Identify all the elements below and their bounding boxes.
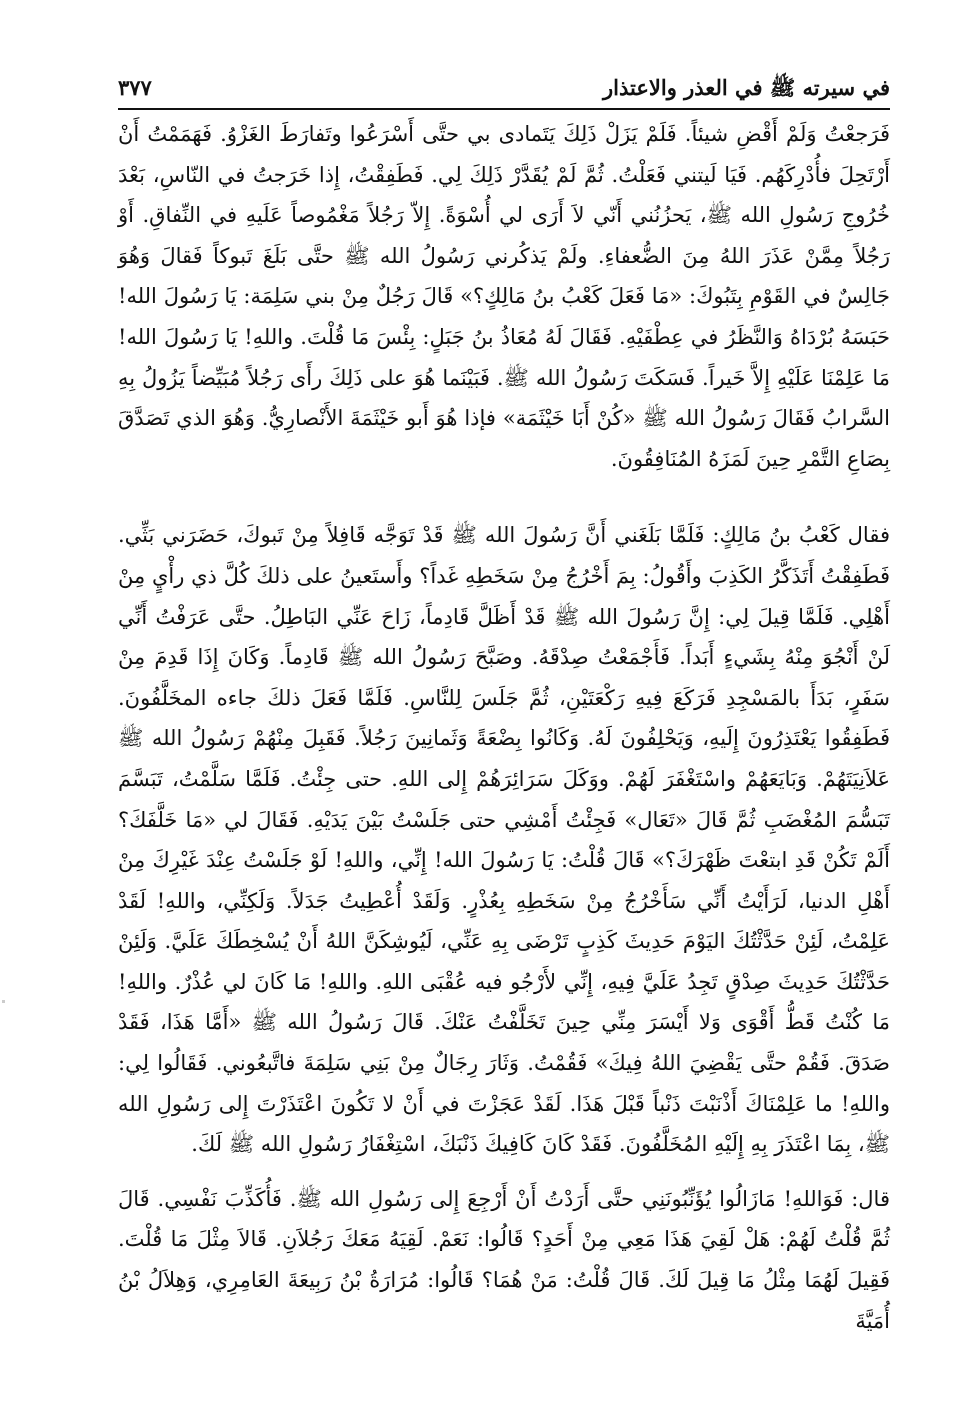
book-page <box>118 70 890 1341</box>
chapter-title: في سيرته ﷺ في العذر والاعتذار <box>603 75 890 100</box>
page-number: ٣٧٧ <box>118 75 152 100</box>
paragraph: فقال كَعْبُ بنُ مَالِكٍ: فَلَمَّا بَلَغَني أَنَّ رَسُولَ الله ﷺ قَدْ تَوَجَّه قَافِلاً مِنْ تَبوكَ، حَضَرَني بَثِّي. فَطَفِقْتُ أَتَذَكَّرُ الكَذِبَ وأَقُولُ: بِمَ أَخْرُجُ مِنْ سَخَطِهِ غَداً؟ وأَستَعينُ على ذلكَ كُلَّ ذي رأْيٍ مِنْ أَهْلِي. فَلَمَّا قِيلَ لِي: إِنَّ رَسُولَ الله ﷺ قَدْ أَظَلَّ قَادِماً، زَاحَ عَنِّي البَاطِلُ. حتَّى عَرَفْتُ أَنِّي لَنْ أَنْجُوَ مِنْهُ بِشَيءٍ أَبَداً. فَأَجْمَعْتُ صِدْقَهُ. وصَبَّحَ رَسُولُ الله ﷺ قَادِماً. وَكَانَ إِذَا قَدِمَ مِنْ سَفَرٍ، بَدَأَ بالمَسْجِدِ فَرَكَعَ فِيهِ رَكْعَتَيْنِ، ثُمَّ جَلَسَ لِلنَّاسِ. فَلَمَّا فَعَلَ ذلكَ جاءه المخَلَّفُونَ. فَطَفِقُوا يَعْتَذِرُونَ إِلَيهِ، وَيَحْلِفُونَ لَهُ. وَكَانُوا بِضْعَةً وَثَمانِينَ رَجُلاً. فَقَبِلَ مِنْهُمْ رَسُولُ الله ﷺ عَلاَنِيَتَهُمْ. وَبَايَعَهُمْ واسْتَغْفَرَ لَهُمْ. ووَكَلَ سَرَائِرَهُمْ إِلى اللهِ. حتى جِئْتُ. فَلَمَّا سَلَّمْتُ، تَبَسَّمَ تَبَسُّمَ المُغْضَبِ ثُمَّ قَالَ «تَعَال» فَجِئْتُ أَمْشِي حتى جَلَسْتُ بَيْنَ يَدَيْهِ. فَقَالَ لي «مَا خَلَّفَكَ؟ أَلَمْ تَكُنْ قَدِ ابتعْتَ ظَهْرَكَ؟» قَالَ قُلْتُ: يَا رَسُولَ الله! إِنِّي، واللهِ! لَوْ جَلَسْتُ عِنْدَ غَيْرِكَ مِنْ أَهْلِ الدنيا، لَرَأَيْتُ أَنِّي سَأَخْرُجُ مِنْ سَخَطِهِ بِعُذْرٍ. وَلَقَدْ أُعْطِيتُ جَدَلاً. وَلَكِنِّي، واللهِ! لَقَدْ عَلِمْتُ، لَئِنْ حَدَّثْتُكَ اليَوْمَ حَدِيثَ كَذِبٍ تَرْضَى بِهِ عَنِّي، لَيُوشِكَنَّ اللهُ أَنْ يُسْخِطَكَ عَلَيَّ. وَلَئِنْ حَدَّثْتُكَ حَدِيثَ صِدْقٍ تَجِدُ عَلَيَّ فِيهِ، إِنِّي لأَرْجُو فيه عُقْبَى اللهِ. واللهِ! مَا كَانَ لي عُذْرٌ. واللهِ! مَا كُنْتُ قَطُّ أَقْوَى وَلا أَيْسَرَ مِنِّي حِينَ تَخَلَّفْتُ عَنْكَ. قَالَ رَسُولُ الله ﷺ «أَمَّا هَذَا، فَقَدْ صَدَقَ. فَقُمْ حتَّى يَقْضِيَ اللهُ فِيكَ» فَقُمْتُ. وَثَارَ رِجَالٌ مِنْ بَنِي سَلِمَةَ فاتَّبعُوني. فَقَالُوا لِي: واللهِ! ما عَلِمْنَاكَ أَذْنَبْتَ ذَنْباً قَبْلَ هَذَا. لَقَدْ عَجَزْتَ في أَنْ لا تَكُونَ اعْتَذَرْتَ إِلى رَسُولِ الله ﷺ، بِمَا اعْتَذَرَ بِهِ إِلَيْهِ المُخَلَّفُونَ. فَقَدْ كَانَ كَافِيكَ ذَنْبَكَ، اسْتِغْفَارُ رَسُولِ الله ﷺ لَكَ. <box>118 523 890 1157</box>
header-rule <box>118 108 890 110</box>
paragraph: قال: فَوَاللهِ! مَازَالُوا يُؤَنِّبُونَنِي حتَّى أَرَدْتُ أَنْ أَرْجِعَ إِلى رَسُولِ الله ﷺ. فَأُكَذِّبَ نَفْسِي. قَالَ ثُمَّ قُلْتُ لَهُمْ: هَلْ لَقِيَ هَذَا مَعِي مِنْ أَحَدٍ؟ قَالُوا: نَعَمْ. لَقِيَهُ مَعَكَ رَجُلاَنِ. قَالاَ مِثْلَ مَا قُلْتَ. فَقِيلَ لَهُمَا مِثْلُ مَا قِيلَ لَكَ. قَالَ قُلْتُ: مَنْ هُمَا؟ قَالُوا: مُرَارَةُ بْنُ رَبِيعَةَ العَامِرِي، وَهِلاَلُ بْنُ أُمَيَّةَ <box>118 1186 890 1333</box>
paragraph: فَرَجعْتُ وَلَمْ أَقْضِ شيئاً. فَلَمْ يَزَلْ ذَلِكَ يَتَمادى بي حتَّى أَسْرَعُوا وتَفارَطَ الغَزْوُ. فَهَمَمْتُ أَنْ أَرْتَحِلَ فأُدْرِكَهُم. فَيَا لَيتني فَعَلْتُ. ثُمَّ لَمْ يُقَدَّرْ ذَلِكَ لِي. فَطَفِقْتُ، إِذا خَرَجتُ في النّاسِ، بَعْدَ خُرُوجِ رَسُولِ الله ﷺ، يَحزُنُني أَنّي لاَ أَرَى لي أُسْوَةً. إِلاّ رَجُلاً مَغْمُوصاً عَلَيهِ في النِّفاقِ. أَوْ رَجُلاً مِمَّنْ عَذَرَ اللهُ مِنَ الضُّعفاءِ. ولَمْ يَذكُرني رَسُولُ الله ﷺ حتَّى بَلَغَ تَبوكاً فَقالَ وَهُوَ جَالِسٌ في القَوْمِ بِتَبُوكَ: «مَا فَعَلَ كَعْبُ بنُ مَالِكٍ؟» قَالَ رَجُلٌ مِنْ بني سَلِمَة: يَا رَسُولَ الله! حَبَسَهُ بُرْدَاهُ وَالنَّظَرُ في عِطْفَيْهِ. فَقَالَ لَهُ مُعَاذُ بنُ جَبَلٍ: بِئْسَ مَا قُلْتَ. واللهِ! يَا رَسُولَ الله! مَا عَلِمْنَا عَلَيْهِ إِلاَّ خَيراً. فَسَكَتَ رَسُولُ الله ﷺ. فَبَيْنَما هُوَ على ذَلِكَ رأَى رَجُلاً مُبَيِّضاً يَزُولُ بِهِ السَّرابُ فَقَالَ رَسُولُ الله ﷺ «كُنْ أَبَا خَيْثَمَة» فإذا هُوَ أَبو خَيْثَمَةَ الأَنْصارِيُّ. وَهُوَ الذي تَصَدَّقَ بِصَاعِ التَّمْرِ حِينَ لَمَزَهُ المُنَافِقُونَ. <box>118 122 890 471</box>
running-header <box>118 70 890 106</box>
scan-artifact <box>2 1000 5 1003</box>
